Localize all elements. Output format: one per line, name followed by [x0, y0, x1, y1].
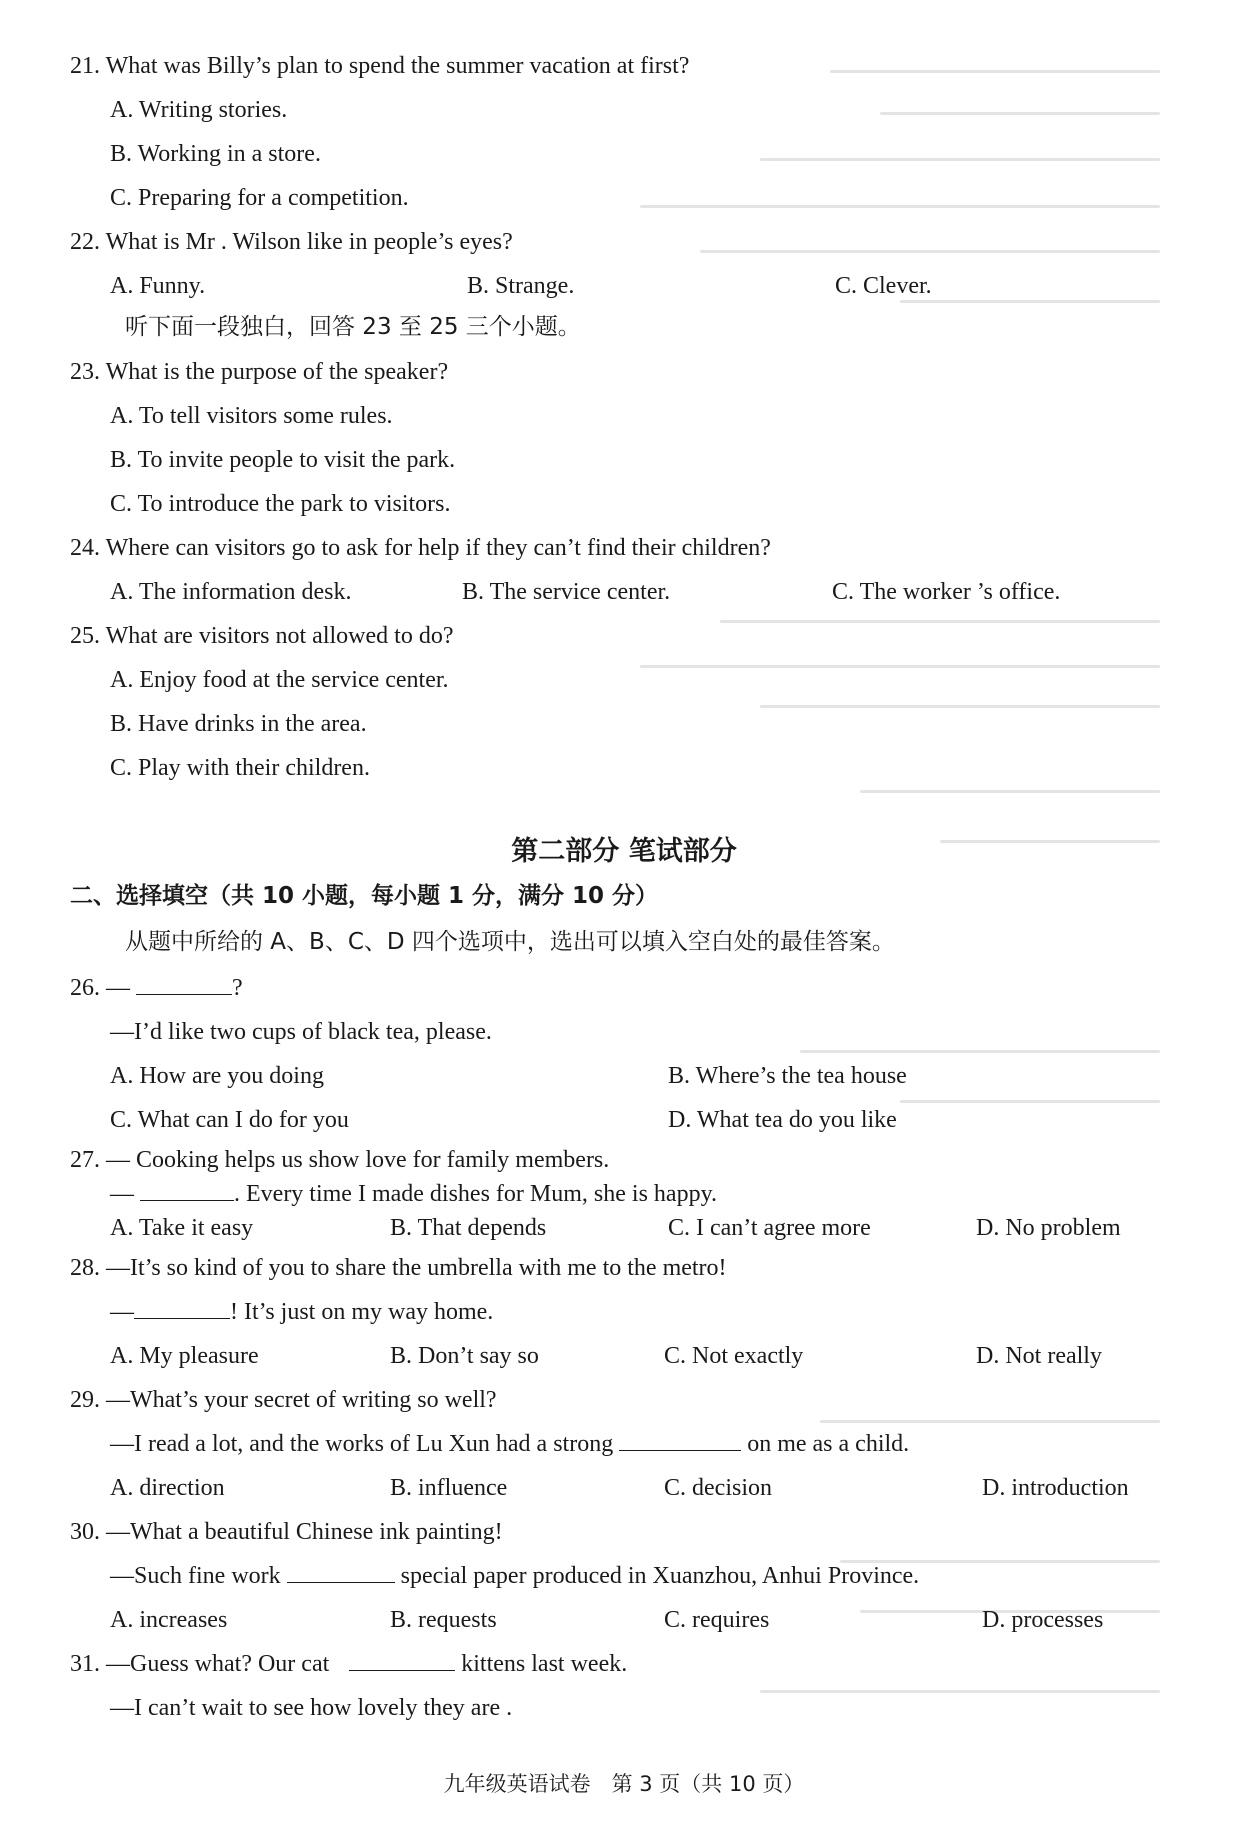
q31-stem-start: 31. —Guess what? Our cat — [70, 1651, 330, 1677]
q27-reply-start: — — [110, 1181, 134, 1207]
part2-title: 第二部分 笔试部分 — [511, 836, 737, 867]
q26-option-a: A. How are you doing — [110, 1063, 324, 1089]
q29-option-b: B. influence — [390, 1475, 508, 1501]
q29-reply-end: on me as a child. — [747, 1431, 910, 1457]
q27-option-d: D. No problem — [976, 1215, 1121, 1241]
q27-reply — [110, 1180, 717, 1208]
q24-stem: 24. Where can visitors go to ask for help if they can’t find their children? — [70, 535, 771, 561]
q22-option-a: A. Funny. — [110, 273, 206, 299]
q27-blank — [140, 1180, 234, 1201]
q31-stem-end: kittens last week. — [461, 1651, 628, 1677]
q21-option-c: C. Preparing for a competition. — [110, 185, 409, 211]
q27-stem: 27. — Cooking helps us show love for family members. — [70, 1147, 610, 1173]
q29-reply-start: —I read a lot, and the works of Lu Xun had a strong — [110, 1431, 614, 1457]
q27-reply-end: . Every time I made dishes for Mum, she is happy. — [234, 1181, 718, 1207]
q29-option-a: A. direction — [110, 1475, 225, 1501]
q30-stem: 30. —What a beautiful Chinese ink painting! — [70, 1519, 503, 1545]
q30-option-d: D. processes — [982, 1607, 1104, 1633]
q28-reply — [110, 1298, 493, 1326]
q30-reply-start: —Such fine work — [110, 1563, 281, 1589]
q28-option-b: B. Don’t say so — [390, 1343, 539, 1369]
q26-stem-end: ? — [232, 975, 243, 1001]
q22-option-c: C. Clever. — [835, 273, 932, 299]
q30-option-a: A. increases — [110, 1607, 228, 1633]
page-footer: 九年级英语试卷 第 3 页（共 10 页） — [443, 1772, 805, 1796]
section2-heading: 二、选择填空（共 10 小题，每小题 1 分，满分 10 分） — [70, 883, 659, 909]
q24-option-c: C. The worker ’s office. — [832, 579, 1061, 605]
q27-option-b: B. That depends — [390, 1215, 547, 1241]
section2-instruction: 从题中所给的 A、B、C、D 四个选项中，选出可以填入空白处的最佳答案。 — [125, 929, 895, 955]
q28-option-a: A. My pleasure — [110, 1343, 259, 1369]
q21-stem: 21. What was Billy’s plan to spend the summer vacation at first? — [70, 53, 690, 79]
q25-option-b: B. Have drinks in the area. — [110, 711, 367, 737]
q26-number: 26. — — [70, 975, 130, 1001]
q30-reply-end: special paper produced in Xuanzhou, Anhui Province. — [400, 1563, 920, 1589]
q25-option-c: C. Play with their children. — [110, 755, 370, 781]
q29-stem: 29. —What’s your secret of writing so well? — [70, 1387, 497, 1413]
q24-option-a: A. The information desk. — [110, 579, 352, 605]
q28-reply-end: ! It’s just on my way home. — [230, 1299, 494, 1325]
q27-option-c: C. I can’t agree more — [668, 1215, 871, 1241]
q23-option-c: C. To introduce the park to visitors. — [110, 491, 451, 517]
q26-blank — [136, 974, 232, 995]
q21-option-b: B. Working in a store. — [110, 141, 321, 167]
q28-blank — [134, 1298, 230, 1319]
q23-option-a: A. To tell visitors some rules. — [110, 403, 393, 429]
q29-option-c: C. decision — [664, 1475, 772, 1501]
q25-stem: 25. What are visitors not allowed to do? — [70, 623, 454, 649]
q29-blank — [619, 1430, 741, 1451]
q21-option-a: A. Writing stories. — [110, 97, 288, 123]
q26-reply: —I’d like two cups of black tea, please. — [110, 1019, 492, 1045]
q28-option-c: C. Not exactly — [664, 1343, 804, 1369]
q26-option-b: B. Where’s the tea house — [668, 1063, 907, 1089]
q30-option-c: C. requires — [664, 1607, 770, 1633]
q24-option-b: B. The service center. — [462, 579, 671, 605]
q29-option-d: D. introduction — [982, 1475, 1129, 1501]
q22-stem: 22. What is Mr . Wilson like in people’s eyes? — [70, 229, 513, 255]
q31-reply: —I can’t wait to see how lovely they are . — [110, 1695, 513, 1721]
q26-option-d: D. What tea do you like — [668, 1107, 897, 1133]
q27-option-a: A. Take it easy — [110, 1215, 254, 1241]
q26-option-c: C. What can I do for you — [110, 1107, 349, 1133]
q28-stem: 28. —It’s so kind of you to share the umbrella with me to the metro! — [70, 1255, 727, 1281]
q22-option-b: B. Strange. — [467, 273, 575, 299]
q31-stem — [70, 1650, 627, 1678]
q30-reply — [110, 1562, 919, 1590]
q29-reply — [110, 1430, 909, 1458]
instruction-23-25: 听下面一段独白，回答 23 至 25 三个小题。 — [125, 314, 581, 340]
q28-reply-start: — — [110, 1299, 134, 1325]
q28-option-d: D. Not really — [976, 1343, 1102, 1369]
q23-stem: 23. What is the purpose of the speaker? — [70, 359, 449, 385]
q26-stem — [70, 974, 243, 1002]
q30-blank — [287, 1562, 395, 1583]
q25-option-a: A. Enjoy food at the service center. — [110, 667, 449, 693]
q23-option-b: B. To invite people to visit the park. — [110, 447, 456, 473]
q30-option-b: B. requests — [390, 1607, 497, 1633]
q31-blank — [349, 1650, 455, 1671]
